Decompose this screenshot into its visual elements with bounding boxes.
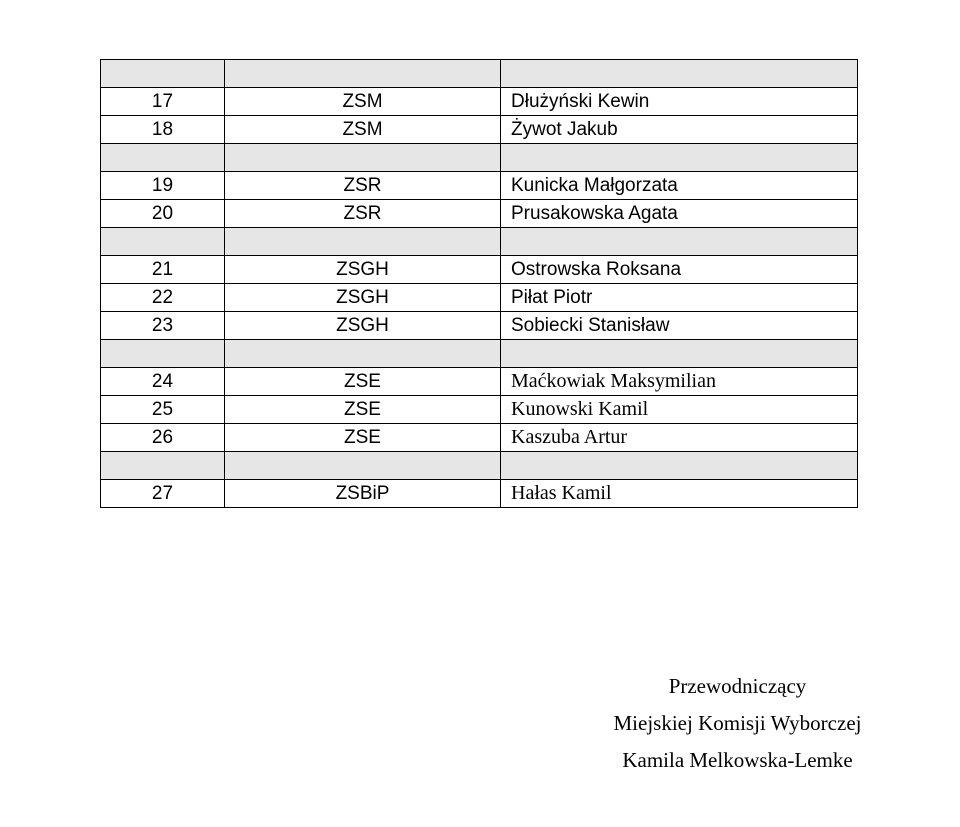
row-name: Prusakowska Agata (501, 200, 858, 228)
table-separator-row (101, 60, 858, 88)
row-school: ZSGH (225, 256, 501, 284)
separator-cell (501, 144, 858, 172)
signature-title: Przewodniczący (668, 674, 807, 698)
separator-cell (501, 60, 858, 88)
separator-cell (101, 60, 225, 88)
row-number: 23 (101, 312, 225, 340)
separator-cell (225, 60, 501, 88)
row-school: ZSGH (225, 284, 501, 312)
row-school: ZSR (225, 200, 501, 228)
row-name: Piłat Piotr (501, 284, 858, 312)
row-school: ZSM (225, 88, 501, 116)
separator-cell (225, 340, 501, 368)
row-name: Sobiecki Stanisław (501, 312, 858, 340)
row-name: Kunowski Kamil (501, 396, 858, 424)
table-row (101, 256, 858, 284)
table-row (101, 172, 858, 200)
row-name: Dłużyński Kewin (501, 88, 858, 116)
row-number: 26 (101, 424, 225, 452)
row-school: ZSE (225, 368, 501, 396)
separator-cell (101, 340, 225, 368)
signature-person: Kamila Melkowska-Lemke (622, 748, 853, 772)
separator-cell (225, 452, 501, 480)
separator-cell (101, 228, 225, 256)
row-name: Ostrowska Roksana (501, 256, 858, 284)
table-separator-row (101, 228, 858, 256)
row-name: Żywot Jakub (501, 116, 858, 144)
separator-cell (101, 144, 225, 172)
row-number: 18 (101, 116, 225, 144)
row-name: Hałas Kamil (501, 480, 858, 508)
separator-cell (501, 228, 858, 256)
separator-cell (225, 144, 501, 172)
row-number: 27 (101, 480, 225, 508)
row-school: ZSBiP (225, 480, 501, 508)
row-school: ZSM (225, 116, 501, 144)
row-name: Maćkowiak Maksymilian (501, 368, 858, 396)
row-school: ZSR (225, 172, 501, 200)
row-name: Kaszuba Artur (501, 424, 858, 452)
separator-cell (225, 228, 501, 256)
separator-cell (501, 452, 858, 480)
row-school: ZSGH (225, 312, 501, 340)
signature-committee: Miejskiej Komisji Wyborczej (613, 711, 862, 735)
table-row (101, 200, 858, 228)
separator-cell (101, 452, 225, 480)
table-separator-row (101, 144, 858, 172)
candidate-table (100, 59, 858, 508)
signature-block (595, 668, 880, 779)
row-school: ZSE (225, 396, 501, 424)
row-number: 17 (101, 88, 225, 116)
row-number: 19 (101, 172, 225, 200)
table-separator-row (101, 452, 858, 480)
table-row (101, 396, 858, 424)
row-number: 24 (101, 368, 225, 396)
table-row (101, 312, 858, 340)
table-separator-row (101, 340, 858, 368)
table-row (101, 480, 858, 508)
table-row (101, 368, 858, 396)
row-number: 25 (101, 396, 225, 424)
table-row (101, 424, 858, 452)
row-number: 21 (101, 256, 225, 284)
table-row (101, 116, 858, 144)
table-row (101, 88, 858, 116)
row-number: 20 (101, 200, 225, 228)
candidate-table-body (101, 60, 858, 508)
row-number: 22 (101, 284, 225, 312)
row-name: Kunicka Małgorzata (501, 172, 858, 200)
table-row (101, 284, 858, 312)
row-school: ZSE (225, 424, 501, 452)
separator-cell (501, 340, 858, 368)
